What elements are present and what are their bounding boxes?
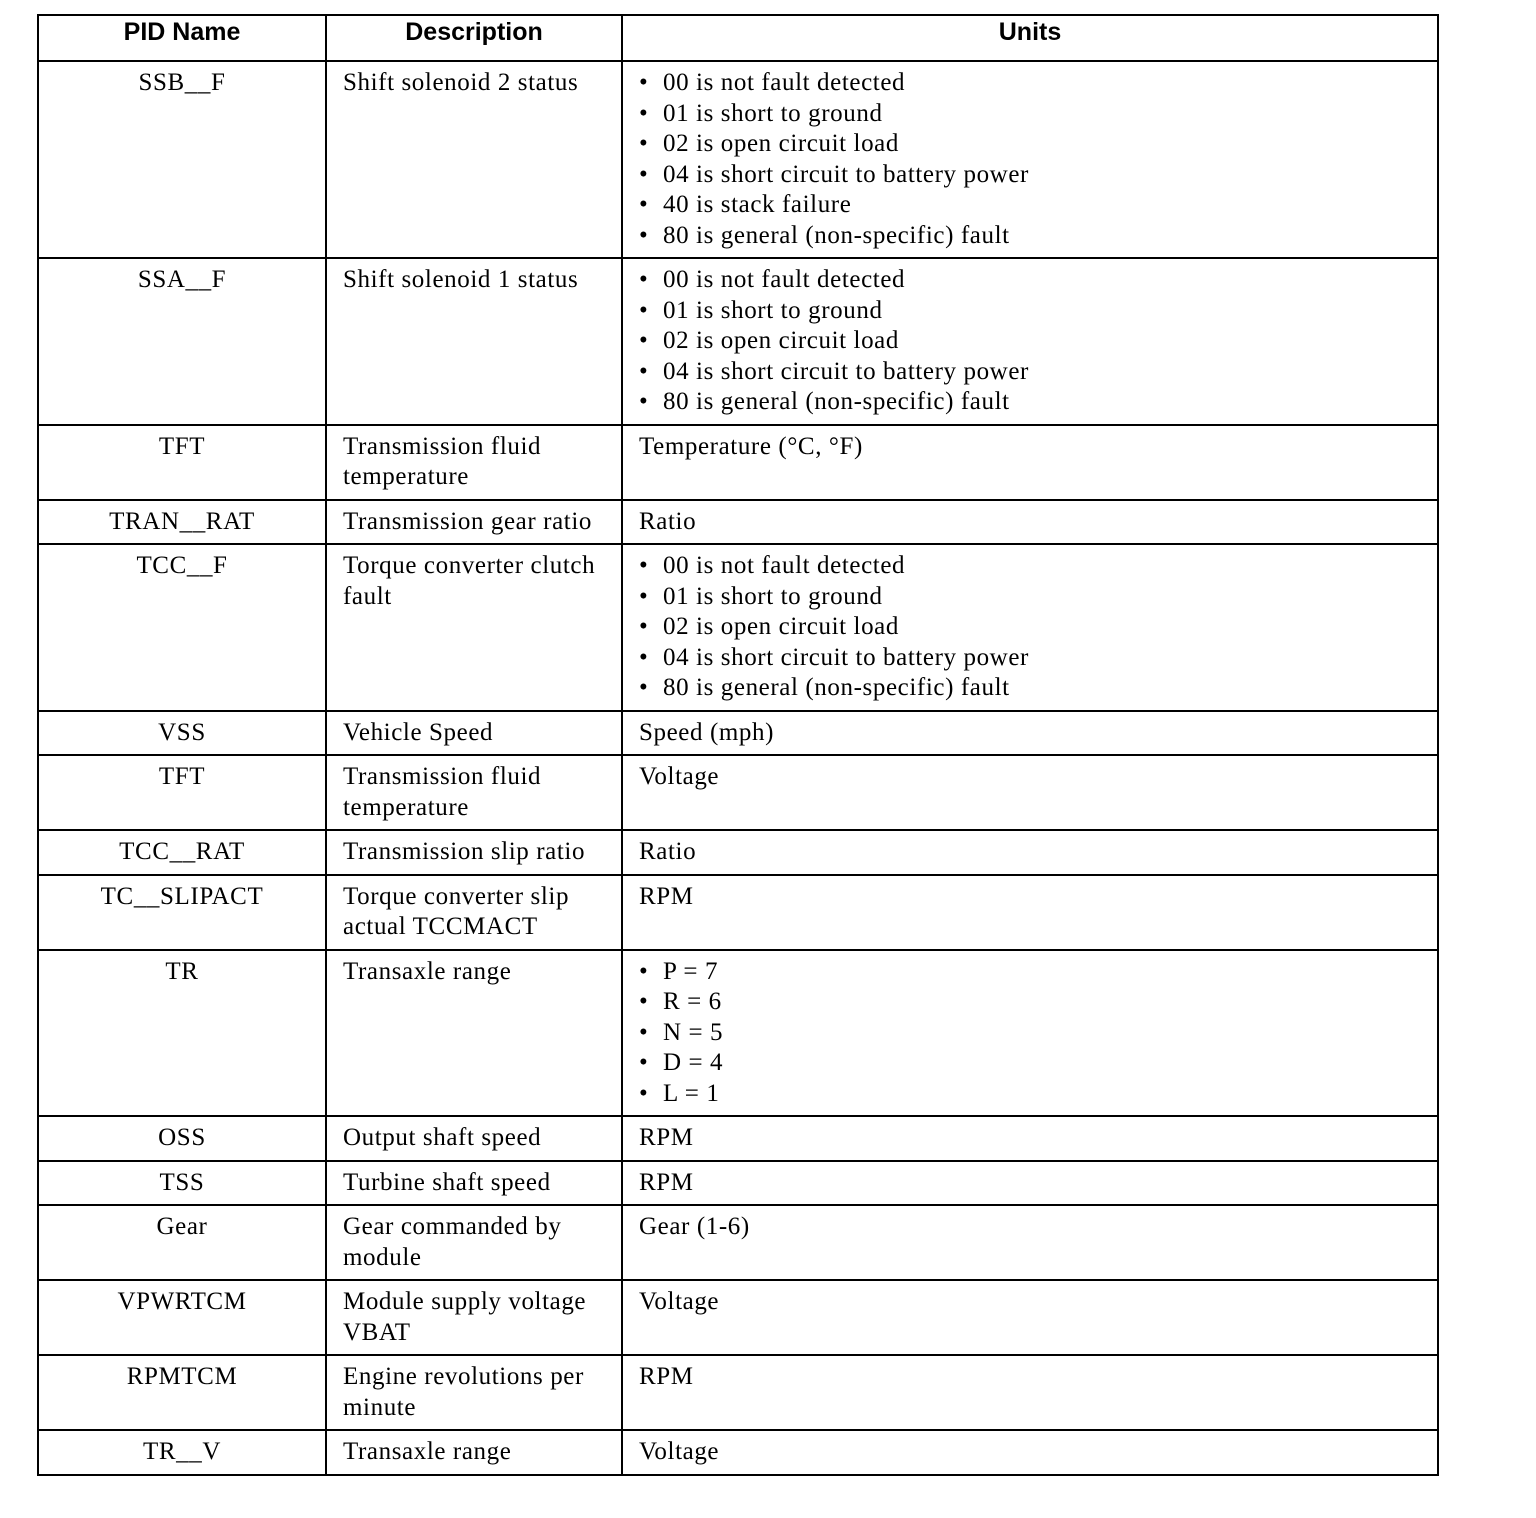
units-list-item: • 80 is general (non-specific) fault: [639, 221, 1421, 252]
pid-name-cell: TFT: [38, 755, 326, 830]
description-cell: Engine revolutions per minute: [326, 1355, 622, 1430]
pid-name-cell: SSA__F: [38, 258, 326, 425]
units-list-item: • 80 is general (non-specific) fault: [639, 387, 1421, 418]
pid-name-cell: RPMTCM: [38, 1355, 326, 1430]
units-list-item: • 00 is not fault detected: [639, 265, 1421, 296]
table-row: [38, 875, 1438, 950]
description-cell: Turbine shaft speed: [326, 1161, 622, 1206]
table-header: [38, 15, 1438, 61]
units-list-item: • 01 is short to ground: [639, 99, 1421, 130]
description-cell: Transmission fluid temperature: [326, 425, 622, 500]
units-cell: Gear (1-6): [622, 1205, 1438, 1280]
table-row: [38, 500, 1438, 545]
pid-name-cell: TCC__RAT: [38, 830, 326, 875]
units-list: [639, 957, 1421, 1110]
pid-name-cell: OSS: [38, 1116, 326, 1161]
units-list-item: • 01 is short to ground: [639, 582, 1421, 613]
description-cell: Torque converter clutch fault: [326, 544, 622, 711]
units-cell: Speed (mph): [622, 711, 1438, 756]
description-cell: Transmission slip ratio: [326, 830, 622, 875]
units-list-item: • 80 is general (non-specific) fault: [639, 673, 1421, 704]
units-list-item: • 04 is short circuit to battery power: [639, 160, 1421, 191]
units-list-item: • 02 is open circuit load: [639, 129, 1421, 160]
description-cell: Transaxle range: [326, 1430, 622, 1475]
table-row: [38, 425, 1438, 500]
units-cell: [622, 61, 1438, 258]
description-cell: Shift solenoid 2 status: [326, 61, 622, 258]
pid-table: [37, 14, 1439, 1476]
description-cell: Transmission gear ratio: [326, 500, 622, 545]
units-cell: Ratio: [622, 500, 1438, 545]
table-row: [38, 711, 1438, 756]
units-cell: RPM: [622, 1355, 1438, 1430]
units-cell: Voltage: [622, 755, 1438, 830]
table-row: [38, 1280, 1438, 1355]
units-list: [639, 265, 1421, 418]
units-cell: [622, 544, 1438, 711]
units-list-item: • 04 is short circuit to battery power: [639, 643, 1421, 674]
units-list-item: • L = 1: [639, 1079, 1421, 1110]
table-row: [38, 1161, 1438, 1206]
table-row: [38, 1355, 1438, 1430]
units-list-item: • 04 is short circuit to battery power: [639, 357, 1421, 388]
header-description: Description: [326, 15, 622, 61]
pid-name-cell: TSS: [38, 1161, 326, 1206]
pid-name-cell: TR__V: [38, 1430, 326, 1475]
description-cell: Output shaft speed: [326, 1116, 622, 1161]
units-list-item: • 02 is open circuit load: [639, 612, 1421, 643]
pid-name-cell: Gear: [38, 1205, 326, 1280]
units-list-item: • 02 is open circuit load: [639, 326, 1421, 357]
units-list: [639, 551, 1421, 704]
units-cell: Temperature (°C, °F): [622, 425, 1438, 500]
pid-name-cell: TFT: [38, 425, 326, 500]
table-row: [38, 544, 1438, 711]
table-row: [38, 1205, 1438, 1280]
units-cell: [622, 950, 1438, 1117]
description-cell: Gear commanded by module: [326, 1205, 622, 1280]
units-cell: Ratio: [622, 830, 1438, 875]
units-list-item: • 00 is not fault detected: [639, 68, 1421, 99]
units-list-item: • R = 6: [639, 987, 1421, 1018]
pid-name-cell: VPWRTCM: [38, 1280, 326, 1355]
units-list-item: • D = 4: [639, 1048, 1421, 1079]
description-cell: Transaxle range: [326, 950, 622, 1117]
table-row: [38, 950, 1438, 1117]
units-list-item: • 40 is stack failure: [639, 190, 1421, 221]
units-cell: RPM: [622, 875, 1438, 950]
table-row: [38, 830, 1438, 875]
description-cell: Torque converter slip actual TCCMACT: [326, 875, 622, 950]
table-row: [38, 1116, 1438, 1161]
units-cell: Voltage: [622, 1280, 1438, 1355]
description-cell: Shift solenoid 1 status: [326, 258, 622, 425]
pid-name-cell: SSB__F: [38, 61, 326, 258]
pid-name-cell: TCC__F: [38, 544, 326, 711]
units-list-item: • N = 5: [639, 1018, 1421, 1049]
pid-name-cell: TRAN__RAT: [38, 500, 326, 545]
table-row: [38, 755, 1438, 830]
table-row: [38, 61, 1438, 258]
description-cell: Vehicle Speed: [326, 711, 622, 756]
table-row: [38, 258, 1438, 425]
pid-name-cell: TR: [38, 950, 326, 1117]
units-cell: [622, 258, 1438, 425]
table-body: [38, 61, 1438, 1475]
units-list: [639, 68, 1421, 251]
units-cell: RPM: [622, 1161, 1438, 1206]
units-list-item: • 00 is not fault detected: [639, 551, 1421, 582]
units-cell: RPM: [622, 1116, 1438, 1161]
units-list-item: • P = 7: [639, 957, 1421, 988]
header-pid-name: PID Name: [38, 15, 326, 61]
table-row: [38, 1430, 1438, 1475]
header-row: [38, 15, 1438, 61]
description-cell: Transmission fluid temperature: [326, 755, 622, 830]
units-cell: Voltage: [622, 1430, 1438, 1475]
pid-name-cell: TC__SLIPACT: [38, 875, 326, 950]
header-units: Units: [622, 15, 1438, 61]
pid-name-cell: VSS: [38, 711, 326, 756]
description-cell: Module supply voltage VBAT: [326, 1280, 622, 1355]
units-list-item: • 01 is short to ground: [639, 296, 1421, 327]
